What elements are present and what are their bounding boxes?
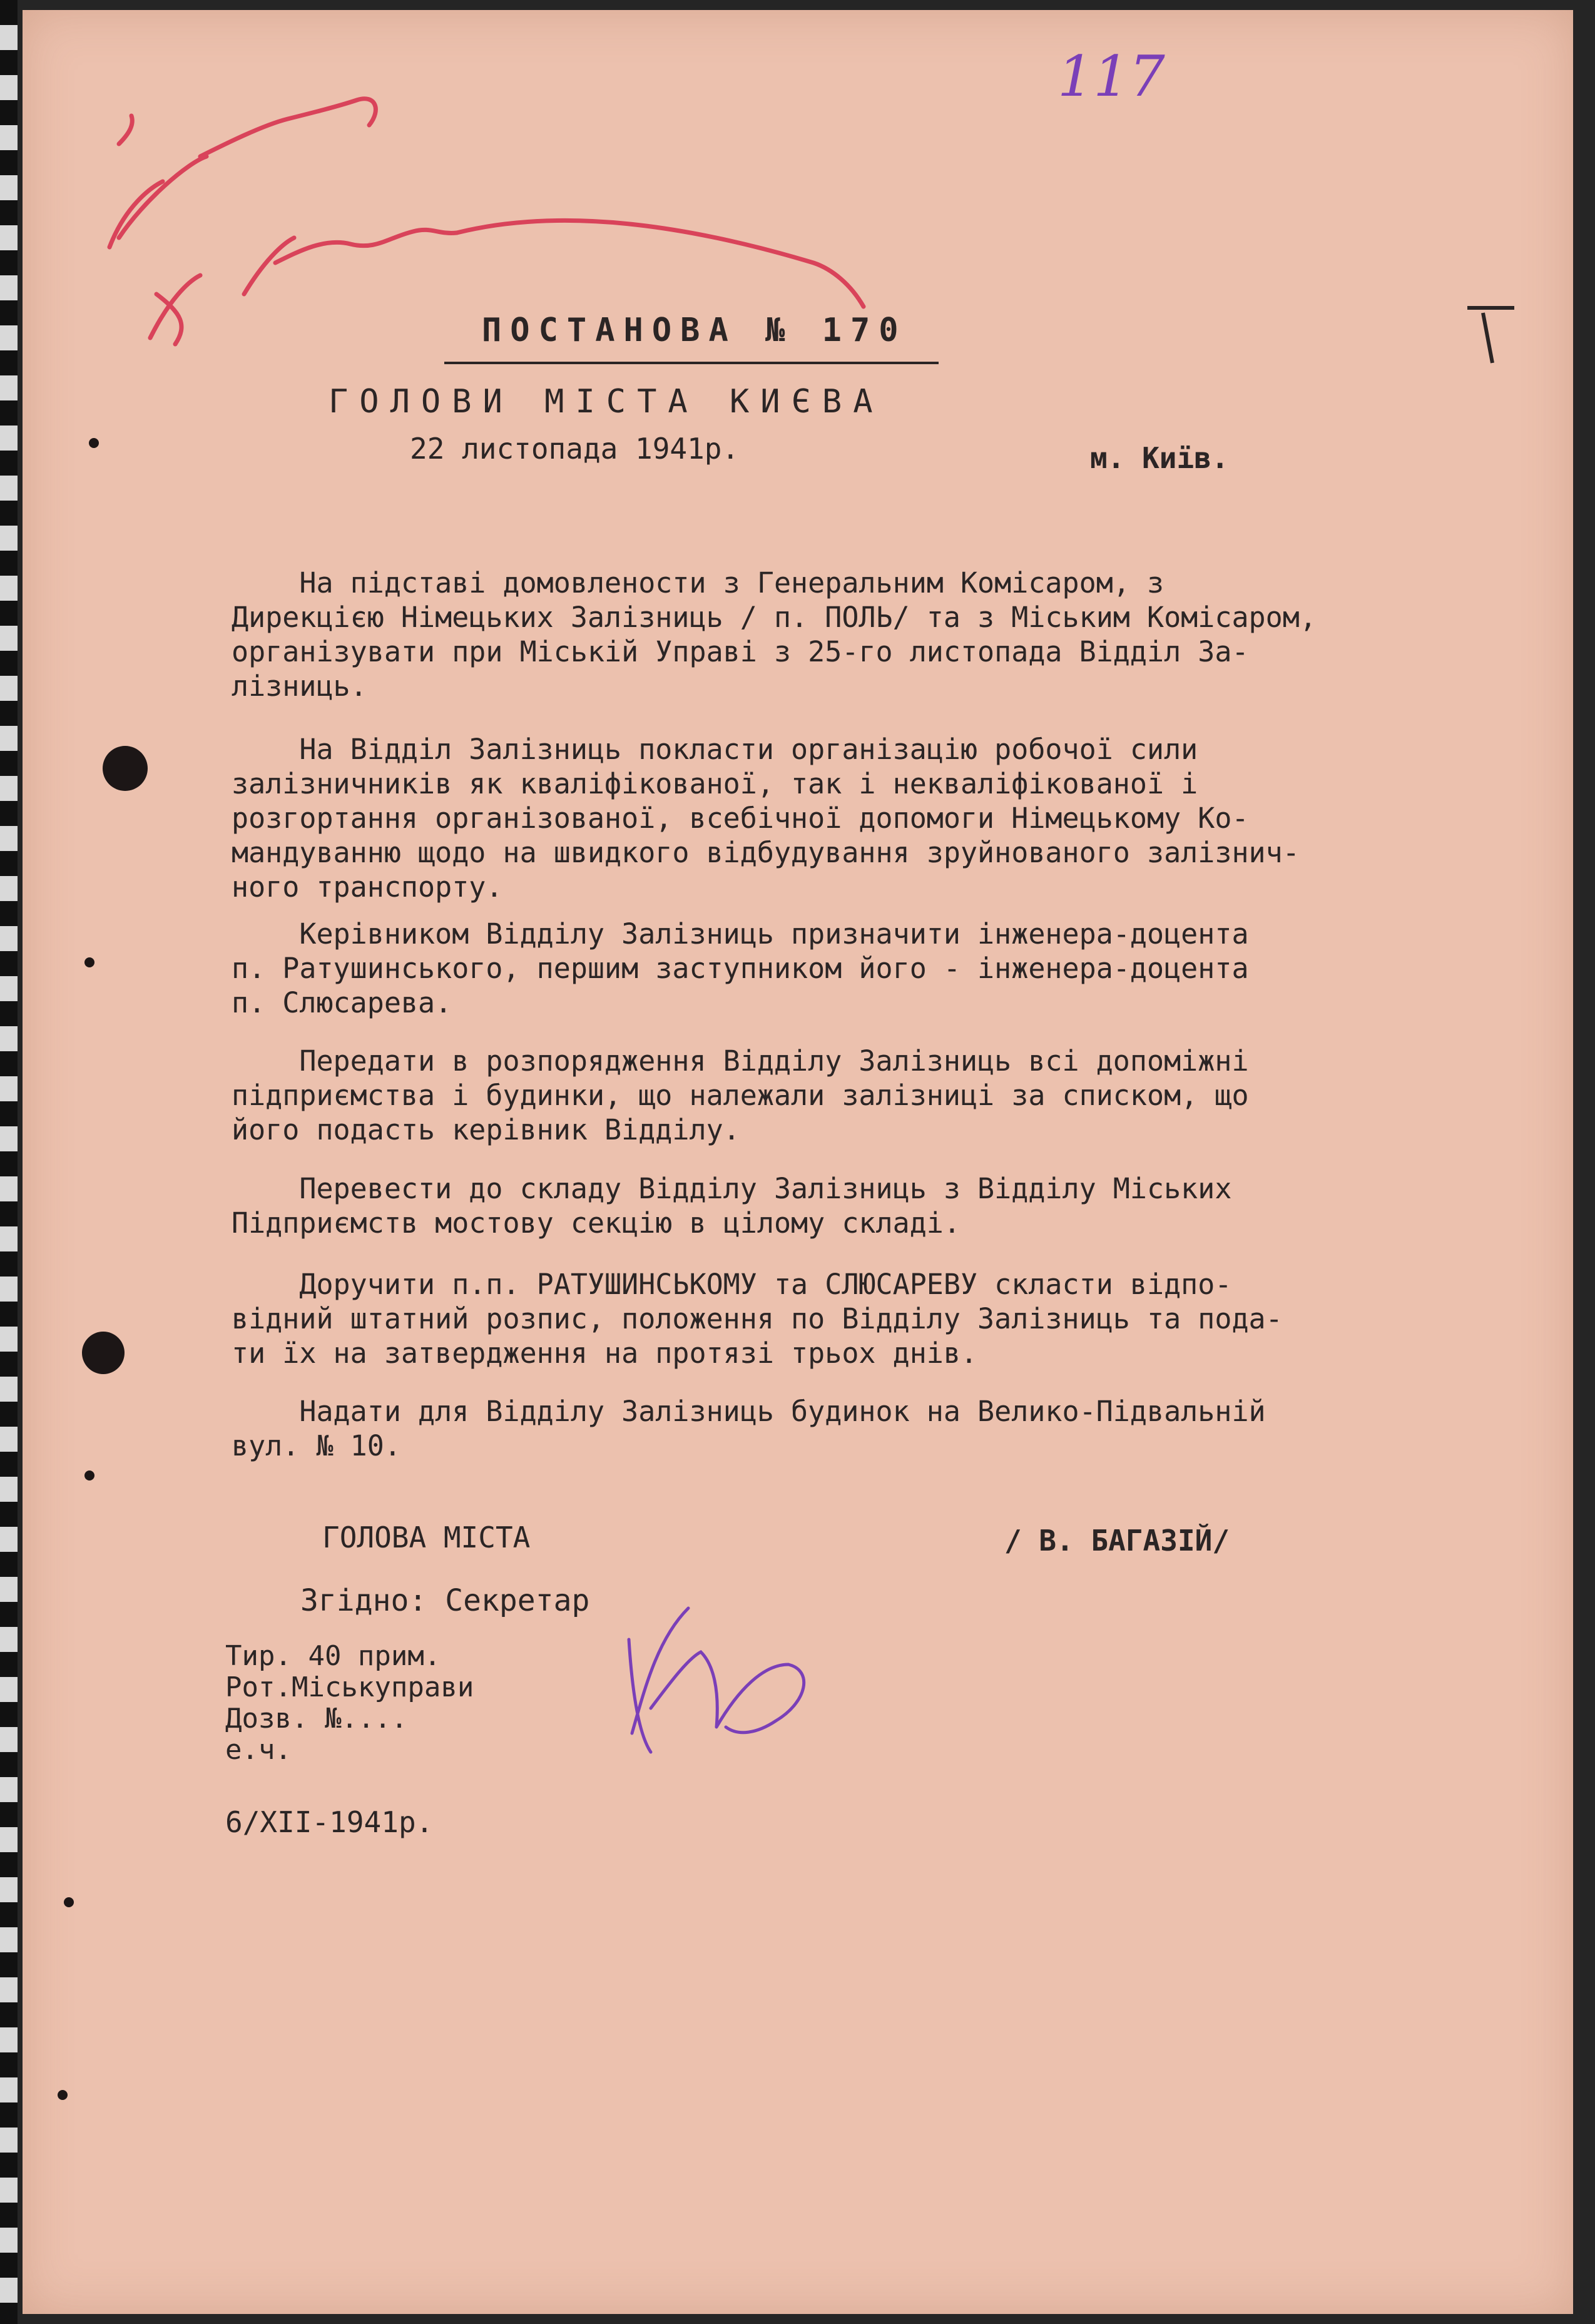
paragraph-4: Передати в розпорядження Відділу Залізниць всі допоміжні підприємства і будинки, що належали залізниці за списком, що його подасть керівник Відділу. [232, 1044, 1249, 1146]
document-title: ПОСТАНОВА № 170 [482, 312, 907, 349]
document-place: м. Київ. [1090, 441, 1229, 475]
violet-secretary-signature [629, 1608, 804, 1752]
archive-page-number: 117 [1057, 44, 1165, 110]
title-underline [444, 362, 939, 364]
paragraph-7: Надати для Відділу Залізниць будинок на Велико-Підвальній вул. № 10. [232, 1395, 1266, 1462]
paragraph-5: Перевести до складу Відділу Залізниць з Відділу Міських Підприємств мостову секцію в цілому складі. [232, 1172, 1232, 1240]
paragraph-1: На підставі домовлености з Генеральним Комісаром, з Дирекцією Німецьких Залізниць / п. ПОЛЬ/ та з Міським Комісаром, організувати при Міській Управі з 25-го листопада Відділ За- лізниць. [232, 566, 1317, 703]
document-subtitle: ГОЛОВИ МІСТА КИЄВА [329, 383, 884, 420]
paragraph-3: Керівником Відділу Залізниць призначити інженера-доцента п. Ратушинського, першим заступником його - інженера-доцента п. Слюсарева. [232, 917, 1249, 1019]
print-info: Тир. 40 прим. Рот.Міськуправи Дозв. №.... е.ч. [225, 1640, 474, 1766]
footer-date: 6/XII-1941р. [225, 1805, 434, 1839]
red-pencil-resolution [110, 99, 864, 344]
signatory-position: ГОЛОВА МІСТА [322, 1521, 531, 1554]
paragraph-6: Доручити п.п. РАТУШИНСЬКОМУ та СЛЮСАРЕВУ скласти відпо- відний штатний розпис, положення по Відділу Залізниць та пода- ти їх на затвердження на протязі трьох днів. [232, 1268, 1283, 1370]
signatory-name: / В. БАГАЗІЙ/ [1004, 1524, 1230, 1557]
document-date: 22 листопада 1941р. [410, 432, 740, 466]
paragraph-2: На Відділ Залізниць покласти організацію робочої сили залізничників як кваліфікованої, так і некваліфікованої і розгортання організованої, всебічної допомоги Німецькому Ко- мандуванню щодо на швидкого відбудування зруйнованого залізнич- ного транспорту. [232, 733, 1300, 904]
corner-mark [1467, 308, 1514, 363]
agreed-secretary: Згідно: Секретар [300, 1583, 590, 1618]
punch-holes [58, 438, 148, 2100]
